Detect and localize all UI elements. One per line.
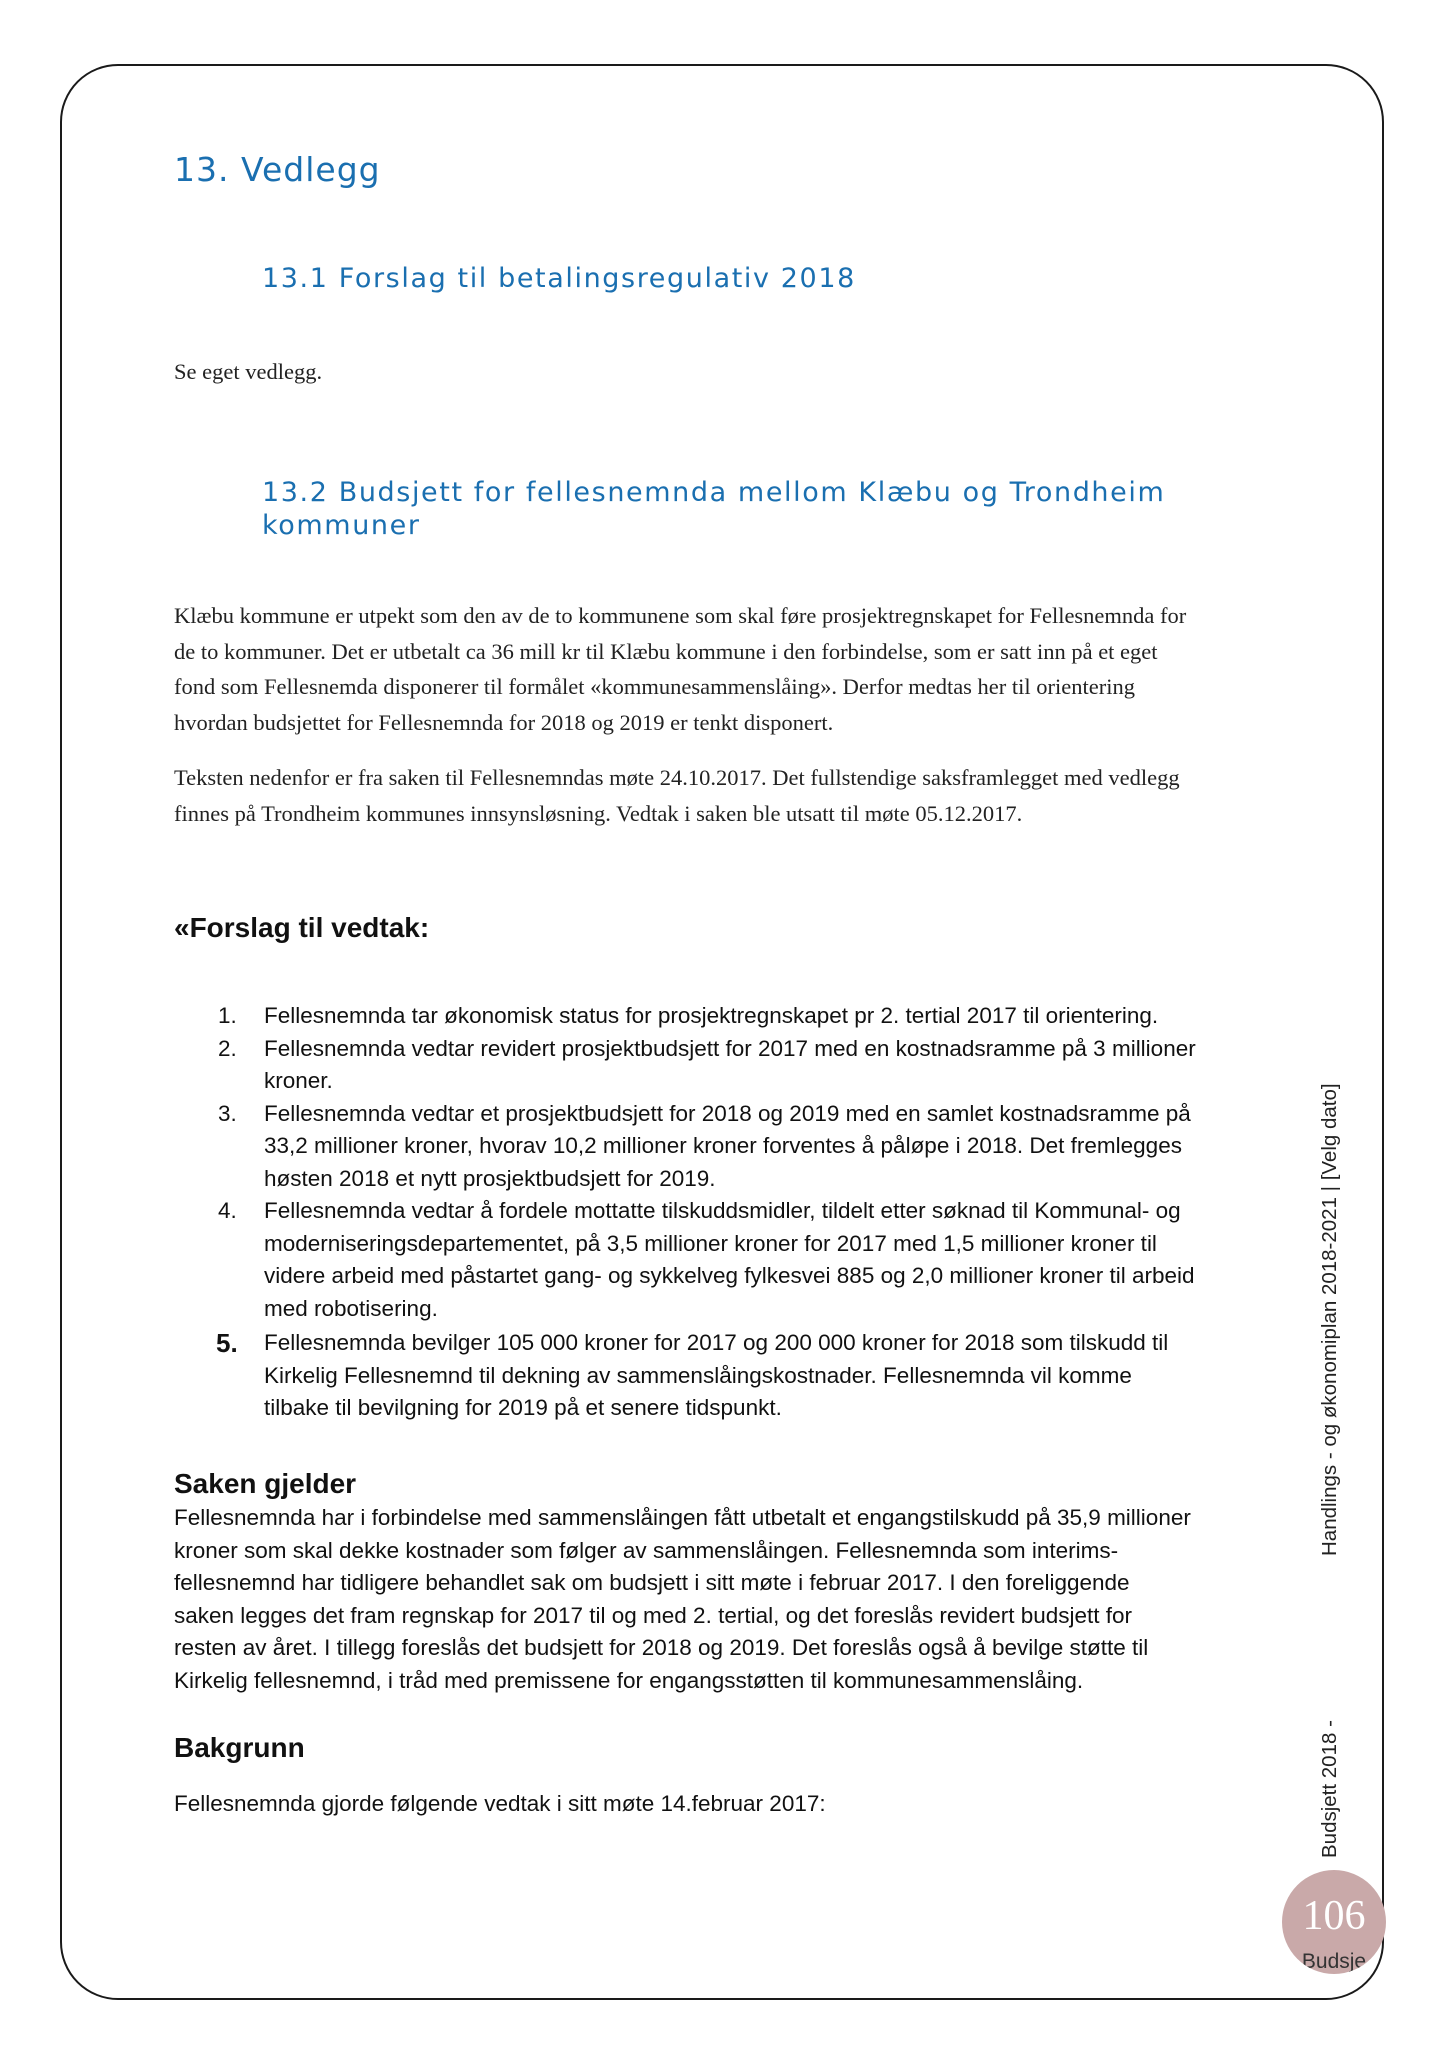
resolution-line: Fellesnemnda bevilger 105 000 kroner for 2017 og 200 000 kroner for 2018 som tilskudd til (264, 1330, 1169, 1355)
saken-line: Kirkelig fellesnemnd, i tråd med premissene for engangsstøtten til kommunesammenslåing. (174, 1667, 1084, 1693)
resolution-number: 5. (216, 1328, 238, 1358)
section-heading-13-2-line2: kommuner (262, 510, 421, 541)
resolution-line: Kirkelig Fellesnemnd til dekning av sammenslåingskostnader. Fellesnemnda vil komme (264, 1362, 1132, 1388)
paragraph-line: fond som Fellesnemda disponerer til formålet «kommunesammenslåing». Derfor medtas her til orientering (174, 674, 1136, 699)
resolution-line: høsten 2018 et nytt prosjektbudsjett for 2019. (264, 1165, 716, 1191)
resolution-line: Fellesnemnda tar økonomisk status for prosjektregnskapet pr 2. tertial 2017 til orientering. (264, 1003, 1159, 1028)
resolution-line: videre arbeid med påstartet gang- og sykkelveg fylkesvei 885 og 2,0 millioner kroner til arbeid (264, 1263, 1195, 1288)
section-2-paragraph-1 (174, 598, 1284, 740)
chapter-heading: 13. Vedlegg (174, 150, 381, 189)
sidebar-upper-text: Handlings - og økonomiplan 2018-2021 | [Velg dato] (1318, 1083, 1341, 1556)
section-1-body: Se eget vedlegg. (174, 359, 323, 384)
saken-body (174, 1502, 1294, 1697)
paragraph-line: Teksten nedenfor er fra saken til Fellesnemndas møte 24.10.2017. Det fullstendige saksframlegget med vedlegg (174, 765, 1180, 790)
paragraph-line: Klæbu kommune er utpekt som den av de to kommunene som skal føre prosjektregnskapet for Fellesnemnda for (174, 603, 1187, 628)
resolution-item (210, 1033, 1290, 1098)
resolution-line: Fellesnemnda vedtar revidert prosjektbudsjett for 2017 med en kostnadsramme på 3 millioner (264, 1035, 1196, 1061)
resolution-line: Fellesnemnda vedtar et prosjektbudsjett for 2018 og 2019 med en samlet kostnadsramme på (264, 1100, 1191, 1126)
saken-line: fellesnemnd har tidligere behandlet sak om budsjett i sitt møte i februar 2017. I den foreliggende (174, 1570, 1130, 1595)
saken-line: Fellesnemnda har i forbindelse med sammenslåingen fått utbetalt et engangstilskudd på 35,9 millioner (174, 1505, 1191, 1530)
page-footer-label: Budsje (1301, 1950, 1367, 1973)
page-number: 106 (1302, 1893, 1366, 1939)
resolution-line: tilbake til bevilgning for 2019 på et senere tidspunkt. (264, 1395, 782, 1420)
paragraph-line: hvordan budsjettet for Fellesnemnda for 2018 og 2019 er tenkt disponert. (174, 709, 834, 735)
sidebar-lower-text: Budsjett 2018 - (1318, 1720, 1341, 1858)
section-2-paragraph-2 (174, 760, 1284, 831)
resolution-number: 4. (218, 1198, 237, 1223)
proposal-heading: «Forslag til vedtak: (174, 912, 430, 943)
resolution-line: kroner. (264, 1068, 333, 1093)
bakgrunn-heading: Bakgrunn (174, 1732, 305, 1763)
paragraph-line: finnes på Trondheim kommunes innsynsløsning. Vedtak i saken ble utsatt til møte 05.12.2017. (174, 800, 1023, 826)
resolution-line: moderniseringsdepartementet, på 3,5 millioner kroner for 2017 med 1,5 millioner kroner til (264, 1230, 1157, 1256)
resolution-list (210, 1000, 1290, 1425)
resolution-item (210, 1000, 1290, 1033)
section-heading-13-2 (262, 476, 1165, 542)
section-heading-13-1: 13.1 Forslag til betalingsregulativ 2018 (262, 263, 856, 294)
saken-line: saken legges det fram regnskap for 2017 til og med 2. tertial, og det foreslås revidert budsjett for (174, 1602, 1133, 1628)
saken-heading: Saken gjelder (174, 1468, 357, 1499)
resolution-item (210, 1098, 1290, 1196)
resolution-number: 1. (218, 1003, 237, 1028)
resolution-item (210, 1195, 1290, 1325)
resolution-number: 3. (218, 1100, 237, 1126)
resolution-line: 33,2 millioner kroner, hvorav 10,2 millioner kroner forventes å påløpe i 2018. Det fremlegges (264, 1133, 1182, 1158)
saken-line: resten av året. I tillegg foreslås det budsjett for 2018 og 2019. Det foreslås også å bevilge støtte til (174, 1635, 1149, 1660)
resolution-number: 2. (218, 1035, 237, 1061)
bakgrunn-body: Fellesnemnda gjorde følgende vedtak i sitt møte 14.februar 2017: (174, 1791, 826, 1816)
saken-line: kroner som skal dekke kostnader som følger av sammenslåingen. Fellesnemnda som interims- (174, 1537, 1119, 1563)
resolution-line: Fellesnemnda vedtar å fordele mottatte tilskuddsmidler, tildelt etter søknad til Kommunal- og (264, 1198, 1181, 1223)
section-heading-13-2-line1: 13.2 Budsjett for fellesnemnda mellom Klæbu og Trondheim (262, 477, 1166, 508)
resolution-line: med robotisering. (264, 1295, 438, 1321)
resolution-item (210, 1327, 1290, 1425)
page-number-badge (1282, 1870, 1386, 1974)
paragraph-line: de to kommuner. Det er utbetalt ca 36 mill kr til Klæbu kommune i den forbindelse, som er satt inn på et eget (174, 638, 1158, 664)
